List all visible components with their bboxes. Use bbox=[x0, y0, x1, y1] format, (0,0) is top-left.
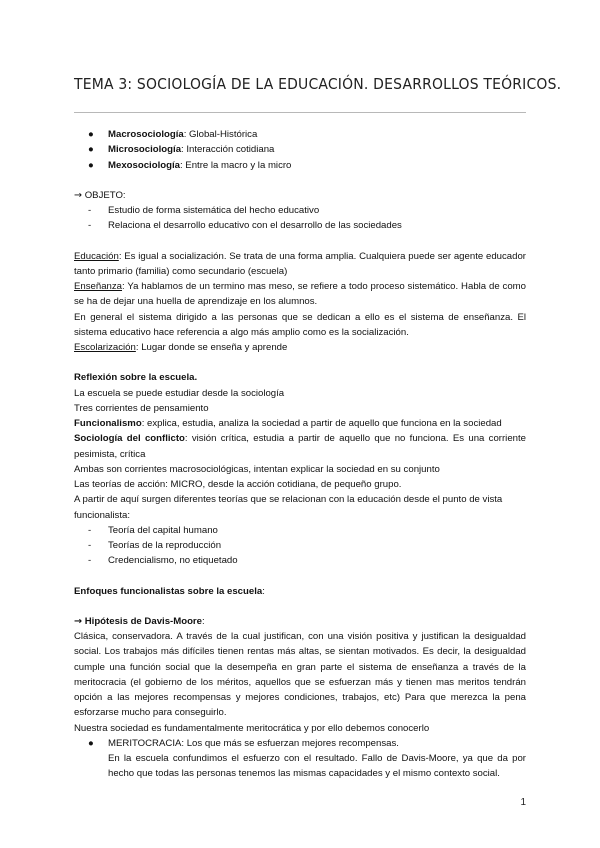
dash-icon: - bbox=[88, 555, 92, 567]
document-body bbox=[74, 120, 526, 782]
arrow-right-icon: → bbox=[74, 189, 83, 201]
page-number: 1 bbox=[520, 797, 526, 808]
arrow-right-icon: → bbox=[74, 615, 83, 627]
meritocracia-continuation: En la escuela confundimos el esfuerzo con el resultado. Fallo de Davis-Moore, ya que da por hecho que todas las personas tenemos las mismas capacidades y el mismo contexto social. bbox=[108, 753, 526, 780]
list-item: ● Mexosociología: Entre la macro y la micro bbox=[74, 158, 526, 173]
reflexion-line: La escuela se puede estudiar desde la sociología bbox=[74, 387, 285, 399]
dash-icon: - bbox=[88, 524, 92, 536]
definition-educacion: Educación: Es igual a socialización. Se trata de una forma amplia. Cualquiera puede ser agente educador tanto primario (familia) como secundario (escuela) bbox=[74, 250, 526, 277]
reflexion-line: Las teorías de acción: MICRO, desde la acción cotidiana, de pequeño grupo. bbox=[74, 479, 402, 490]
funcionalismo: Funcionalismo: explica, estudia, analiza la sociedad a partir de aquello que funciona en la sociedad bbox=[74, 418, 502, 429]
sociologia-conflicto: Sociología del conflicto: visión crítica, estudia a partir de aquello que no funciona. Es una corriente pesimista, crítica bbox=[74, 433, 526, 460]
definition-escolarizacion: Escolarización: Lugar donde se enseña y aprende bbox=[74, 342, 288, 353]
reflexion-line: Ambas son corrientes macrosociológicas, intentan explicar la sociedad en su conjunto bbox=[74, 463, 440, 475]
davis-moore-heading: → Hipótesis de Davis-Moore: bbox=[74, 615, 205, 627]
list-item: - Teoría del capital humano bbox=[74, 523, 526, 538]
bullet-icon: ● bbox=[88, 144, 94, 156]
davis-moore-paragraph: Clásica, conservadora. A través de la cual justifican, con una visión positiva y justifican la desigualdad social. Los trabajos más difíciles tienen rentas más altas, se sientan motivados. Es decir, la desigualdad cumple una función social que la desempeña en gran parte el sistema de enseñanza a través de la meritocracia (el gobierno de los méritos, aquellos que se esfuerzan más y tienen mas meritos tendrán opción a las mejores recompensas y mejores condiciones, trabajos, etc) Para que merezca la pena esforzarse mucho para conseguirlo. bbox=[74, 631, 526, 719]
list-item: ● Macrosociología: Global-Histórica bbox=[74, 127, 526, 142]
list-item: ● MERITOCRACIA: Los que más se esfuerzan mejores recompensas. bbox=[74, 736, 526, 751]
list-item: - Relaciona el desarrollo educativo con el desarrollo de las sociedades bbox=[74, 218, 526, 233]
meritocracia-list bbox=[74, 736, 526, 751]
title-divider bbox=[74, 112, 526, 113]
dash-icon: - bbox=[88, 540, 92, 551]
term-macro: Macrosociología bbox=[108, 129, 184, 140]
dash-icon: - bbox=[88, 205, 92, 216]
bullet-icon: ● bbox=[88, 737, 94, 749]
levels-list bbox=[74, 127, 526, 173]
page-title: TEMA 3: SOCIOLOGÍA DE LA EDUCACIÓN. DESARROLLOS TEÓRICOS. bbox=[74, 75, 562, 93]
definition-ensenanza: Enseñanza: Ya hablamos de un termino mas meso, se refiere a todo proceso sistemático. Habla de como se ha de dejar una huella de aprendizaje en los alumnos. bbox=[74, 281, 526, 308]
dash-icon: - bbox=[88, 220, 92, 232]
reflexion-line: A partir de aquí surgen diferentes teorías que se relacionan con la educación desde el punto de vista funcionalista: bbox=[74, 494, 503, 521]
list-item: - Teorías de la reproducción bbox=[74, 538, 526, 553]
list-item: - Credencialismo, no etiquetado bbox=[74, 553, 526, 568]
term-meso: Mexosociología bbox=[108, 159, 180, 171]
term-micro: Microsociología bbox=[108, 144, 182, 156]
theories-list bbox=[74, 523, 526, 569]
objeto-heading: → OBJETO: bbox=[74, 189, 126, 201]
definition-general: En general el sistema dirigido a las personas que se dedican a ello es el sistema de enseñanza. El sistema educativo hace referencia a algo más amplio como es la socialización. bbox=[74, 311, 526, 338]
sociedad-line: Nuestra sociedad es fundamentalmente meritocrática y por ello debemos conocerlo bbox=[74, 722, 430, 734]
bullet-icon: ● bbox=[88, 159, 94, 171]
bullet-icon: ● bbox=[88, 129, 94, 140]
reflexion-heading: Reflexión sobre la escuela. bbox=[74, 372, 198, 384]
enfoques-heading: Enfoques funcionalistas sobre la escuela: bbox=[74, 585, 265, 597]
reflexion-line: Tres corrientes de pensamiento bbox=[74, 402, 209, 414]
list-item: ● Microsociología: Interacción cotidiana bbox=[74, 142, 526, 157]
list-item: - Estudio de forma sistemática del hecho educativo bbox=[74, 203, 526, 218]
objeto-list bbox=[74, 203, 526, 234]
